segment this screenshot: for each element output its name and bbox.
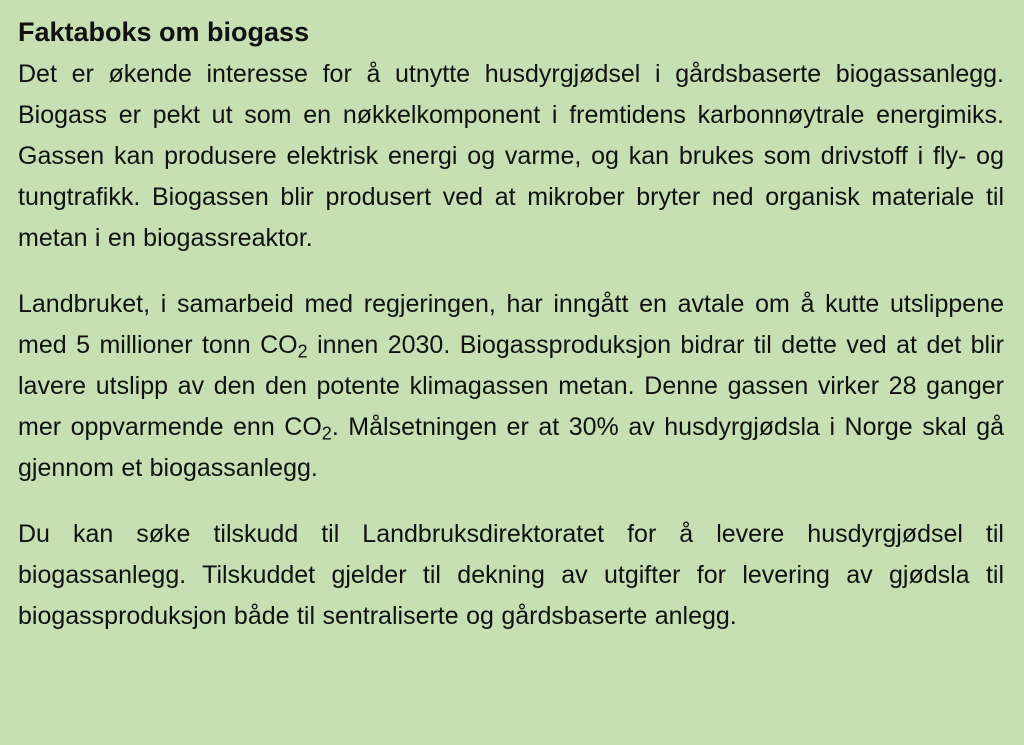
emissions-paragraph xyxy=(18,284,1004,489)
emissions-text-part-2: innen 2030. Biogassproduksjon bidrar til dette ved at det blir lavere utslipp av den den potente klimagassen metan. Denne gassen virker 28 ganger mer oppvarmende enn CO xyxy=(18,331,1004,441)
co2-subscript-1: 2 xyxy=(297,341,308,362)
emissions-text-part-3: . Målsetningen er at 30% av husdyrgjødsla i Norge skal gå gjennom et biogassanlegg. xyxy=(18,413,1005,482)
co2-subscript-2: 2 xyxy=(321,423,332,444)
intro-paragraph: Det er økende interesse for å utnytte husdyrgjødsel i gårdsbaserte biogassanlegg. Biogass er pekt ut som en nøkkelkomponent i fremtidens karbonnøytrale energimiks. Gassen kan produsere elektrisk energi og varme, og kan brukes som drivstoff i fly- og tungtrafikk. Biogassen blir produsert ved at mikrober bryter ned organisk materiale til metan i en biogassreaktor. xyxy=(18,60,1004,252)
grant-paragraph: Du kan søke tilskudd til Landbruksdirektoratet for å levere husdyrgjødsel til biogassanlegg. Tilskuddet gjelder til dekning av utgifter for levering av gjødsla til biogassproduksjon både til sentraliserte og gårdsbaserte anlegg. xyxy=(18,520,1004,630)
emissions-text-part-1: Landbruket, i samarbeid med regjeringen, har inngått en avtale om å kutte utslippene med 5 millioner tonn CO xyxy=(18,290,1004,359)
fact-box-title: Faktaboks om biogass xyxy=(18,17,310,47)
